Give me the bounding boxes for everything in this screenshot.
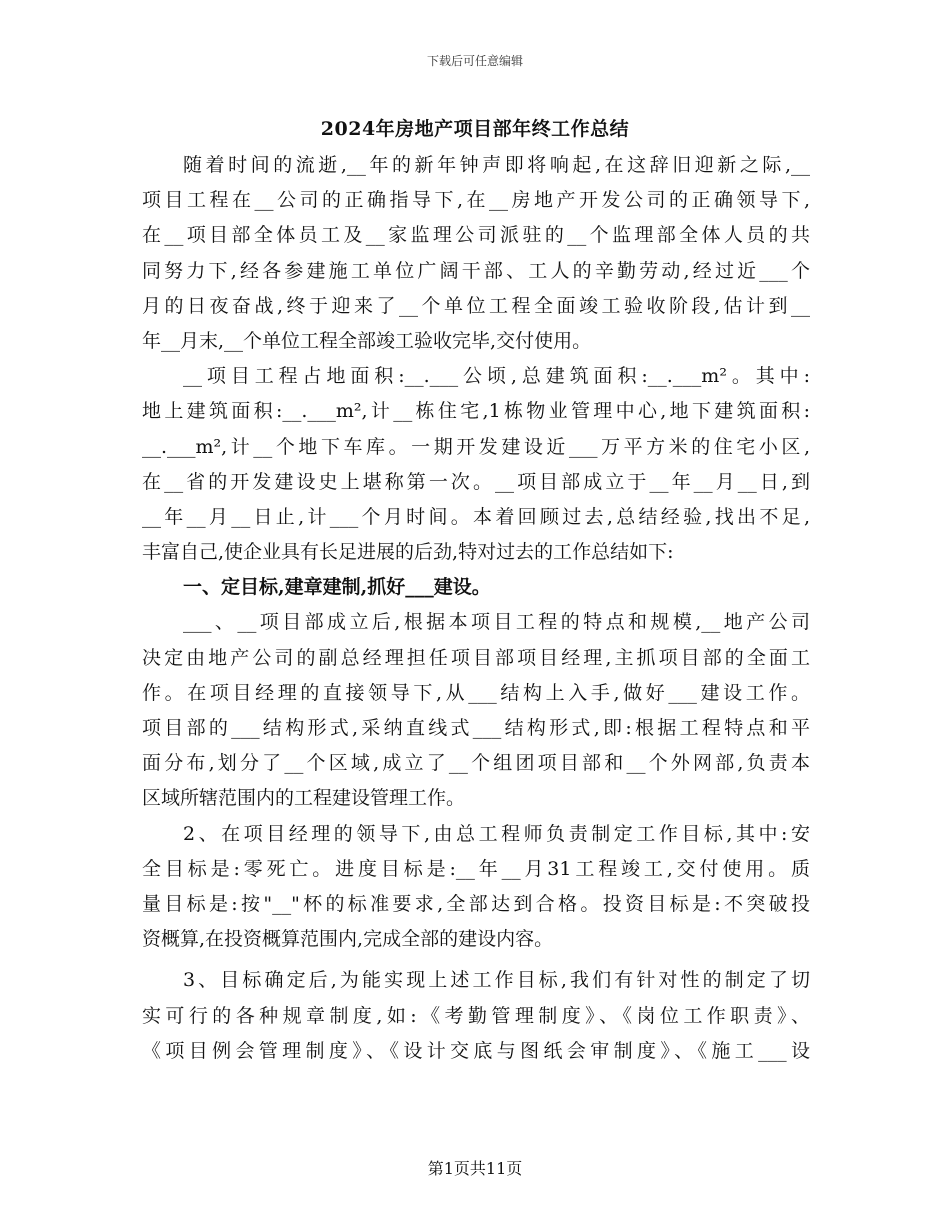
paragraph-line: ___、__项目部成立后,根据本项目工程的特点和规模,__地产公司: [183, 611, 810, 634]
paragraph-line: __.___m²,计__个地下车库。一期开发建设近___万平方米的住宅小区,: [142, 435, 810, 458]
paragraph-line: 面分布,划分了__个区域,成立了__个组团项目部和__个外网部,负责本: [142, 752, 810, 775]
page-header: 下载后可任意编辑: [426, 54, 523, 68]
page-footer: 第1页共11页: [427, 1159, 523, 1178]
paragraph-line: 区域所辖范围内的工程建设管理工作。: [142, 787, 466, 810]
paragraph-line: 量目标是:按"__"杯的标准要求,全部达到合格。投资目标是:不突破投: [142, 892, 810, 915]
paragraph-line: 在__项目部全体员工及__家监理公司派驻的__个监理部全体人员的共: [142, 224, 810, 247]
paragraph-line: 丰富自己,使企业具有长足进展的后劲,特对过去的工作总结如下:: [142, 541, 674, 564]
paragraph-line: 在__省的开发建设史上堪称第一次。__项目部成立于__年__月__日,到: [142, 470, 810, 493]
paragraph-line: 项目工程在__公司的正确指导下,在__房地产开发公司的正确领导下,: [142, 189, 810, 212]
paragraph-line: 随着时间的流逝,__年的新年钟声即将响起,在这辞旧迎新之际,__: [183, 154, 810, 176]
paragraph-line: __项目工程占地面积:__.___公顷,总建筑面积:__.___m²。其中:: [183, 365, 810, 388]
paragraph-line: 全目标是:零死亡。进度目标是:__年__月31工程竣工,交付使用。质: [142, 857, 810, 880]
document-body: [142, 148, 810, 1069]
paragraph-line: 同努力下,经各参建施工单位广阔干部、工人的辛勤劳动,经过近___个: [142, 259, 810, 282]
paragraph-line: 月的日夜奋战,终于迎来了__个单位工程全面竣工验收阶段,估计到__: [142, 294, 810, 317]
paragraph-line: 决定由地产公司的副总经理担任项目部项目经理,主抓项目部的全面工: [142, 646, 810, 669]
paragraph-line: 《项目例会管理制度》、《设计交底与图纸会审制度》、《施工___设: [142, 1039, 810, 1062]
paragraph-line: 2、在项目经理的领导下,由总工程师负责制定工作目标,其中:安: [183, 822, 810, 845]
section-heading: 一、定目标,建章建制,抓好___建设。: [183, 576, 491, 599]
document-title: 2024年房地产项目部年终工作总结: [320, 118, 630, 140]
paragraph-line: 地上建筑面积:__.___m²,计__栋住宅,1栋物业管理中心,地下建筑面积:: [142, 400, 810, 423]
paragraph-line: 项目部的___结构形式,采纳直线式___结构形式,即:根据工程特点和平: [142, 717, 810, 739]
paragraph-line: 3、目标确定后,为能实现上述工作目标,我们有针对性的制定了切: [183, 969, 810, 992]
paragraph-line: 年__月末,__个单位工程全部竣工验收完毕,交付使用。: [142, 329, 592, 352]
paragraph-line: 作。在项目经理的直接领导下,从___结构上入手,做好___建设工作。: [142, 681, 810, 704]
paragraph-line: 实可行的各种规章制度,如:《考勤管理制度》、《岗位工作职责》、: [142, 1004, 810, 1027]
paragraph-line: 资概算,在投资概算范围内,完成全部的建设内容。: [142, 928, 554, 951]
paragraph-line: __年__月__日止,计___个月时间。本着回顾过去,总结经验,找出不足,: [142, 505, 810, 528]
